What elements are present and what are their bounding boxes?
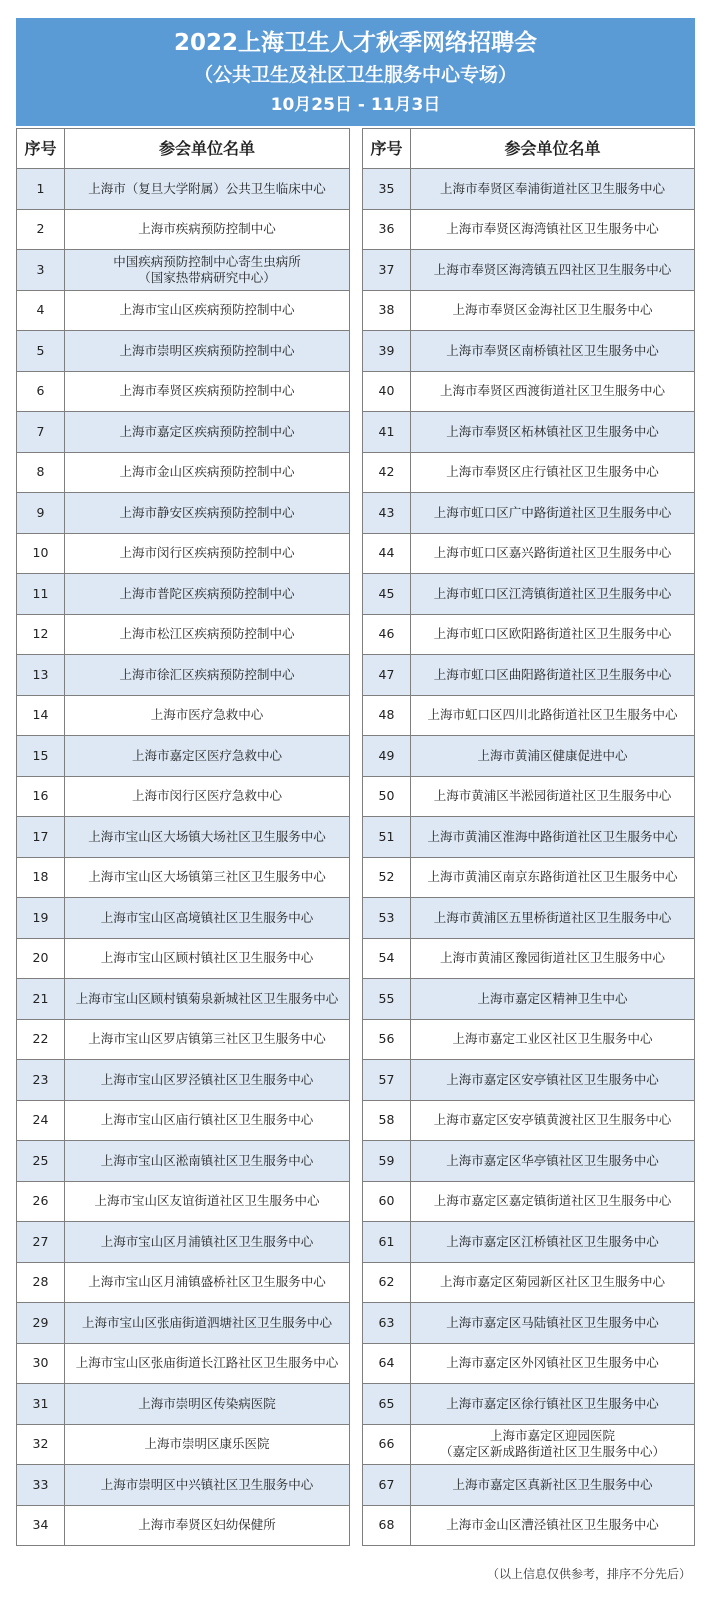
row-number: 48 (363, 695, 411, 736)
participants-table-left (16, 128, 350, 1546)
table-row (17, 533, 350, 574)
table-row (363, 1222, 695, 1263)
table-row (17, 1465, 350, 1506)
table-row (17, 655, 350, 696)
table-row (17, 290, 350, 331)
table-row (17, 1181, 350, 1222)
row-number: 45 (363, 574, 411, 615)
row-number: 16 (17, 776, 65, 817)
unit-name: 上海市嘉定区菊园新区社区卫生服务中心 (411, 1262, 695, 1303)
table-row (363, 1181, 695, 1222)
row-number: 43 (363, 493, 411, 534)
table-row (363, 493, 695, 534)
unit-name: 上海市嘉定工业区社区卫生服务中心 (411, 1019, 695, 1060)
unit-name: 上海市宝山区月浦镇社区卫生服务中心 (65, 1222, 350, 1263)
row-number: 20 (17, 938, 65, 979)
table-row (363, 979, 695, 1020)
unit-name: 中国疾病预防控制中心寄生虫病所 （国家热带病研究中心） (65, 250, 350, 291)
row-number: 6 (17, 371, 65, 412)
row-number: 52 (363, 857, 411, 898)
table-row (17, 1303, 350, 1344)
row-number: 3 (17, 250, 65, 291)
row-number: 59 (363, 1141, 411, 1182)
unit-name: 上海市奉贤区柘林镇社区卫生服务中心 (411, 412, 695, 453)
table-row (363, 776, 695, 817)
table-row (363, 1060, 695, 1101)
table-row (363, 574, 695, 615)
table-row (363, 250, 695, 291)
unit-name: 上海市嘉定区精神卫生中心 (411, 979, 695, 1020)
table-row (17, 1100, 350, 1141)
row-number: 49 (363, 736, 411, 777)
unit-name: 上海市宝山区高境镇社区卫生服务中心 (65, 898, 350, 939)
unit-name: 上海市虹口区广中路街道社区卫生服务中心 (411, 493, 695, 534)
unit-name: 上海市宝山区友谊街道社区卫生服务中心 (65, 1181, 350, 1222)
unit-name: 上海市闵行区医疗急救中心 (65, 776, 350, 817)
unit-name: 上海市宝山区张庙街道泗塘社区卫生服务中心 (65, 1303, 350, 1344)
table-row (17, 1384, 350, 1425)
participants-table-right (362, 128, 695, 1546)
row-number: 13 (17, 655, 65, 696)
table-row (363, 857, 695, 898)
page-title: 2022上海卫生人才秋季网络招聘会 (173, 30, 537, 56)
row-number: 22 (17, 1019, 65, 1060)
unit-name: 上海市嘉定区真新社区卫生服务中心 (411, 1465, 695, 1506)
row-number: 2 (17, 209, 65, 250)
row-number: 1 (17, 169, 65, 210)
unit-name: 上海市崇明区中兴镇社区卫生服务中心 (65, 1465, 350, 1506)
row-number: 14 (17, 695, 65, 736)
table-row (363, 817, 695, 858)
row-number: 21 (17, 979, 65, 1020)
unit-name: 上海市嘉定区安亭镇黄渡社区卫生服务中心 (411, 1100, 695, 1141)
table-row (17, 1424, 350, 1465)
unit-name: 上海市嘉定区马陆镇社区卫生服务中心 (411, 1303, 695, 1344)
table-row (17, 1060, 350, 1101)
row-number: 24 (17, 1100, 65, 1141)
header-banner (16, 18, 695, 126)
unit-name: 上海市嘉定区外冈镇社区卫生服务中心 (411, 1343, 695, 1384)
table-row (363, 1019, 695, 1060)
row-number: 44 (363, 533, 411, 574)
row-number: 66 (363, 1424, 411, 1465)
unit-name: 上海市奉贤区金海社区卫生服务中心 (411, 290, 695, 331)
row-number: 67 (363, 1465, 411, 1506)
unit-name: 上海市黄浦区淮海中路街道社区卫生服务中心 (411, 817, 695, 858)
unit-name: 上海市闵行区疾病预防控制中心 (65, 533, 350, 574)
unit-name: 上海市黄浦区健康促进中心 (411, 736, 695, 777)
table-row (17, 1222, 350, 1263)
row-number: 34 (17, 1505, 65, 1546)
row-number: 37 (363, 250, 411, 291)
row-number: 27 (17, 1222, 65, 1263)
column-header-unit: 参会单位名单 (65, 129, 350, 169)
row-number: 56 (363, 1019, 411, 1060)
unit-name: 上海市虹口区江湾镇街道社区卫生服务中心 (411, 574, 695, 615)
row-number: 39 (363, 331, 411, 372)
unit-name: 上海市宝山区大场镇大场社区卫生服务中心 (65, 817, 350, 858)
table-row (363, 938, 695, 979)
row-number: 46 (363, 614, 411, 655)
unit-name: 上海市崇明区疾病预防控制中心 (65, 331, 350, 372)
table-row (363, 614, 695, 655)
table-row (363, 1141, 695, 1182)
unit-name: 上海市虹口区欧阳路街道社区卫生服务中心 (411, 614, 695, 655)
unit-name: 上海市宝山区罗泾镇社区卫生服务中心 (65, 1060, 350, 1101)
table-row (17, 331, 350, 372)
unit-name: 上海市虹口区嘉兴路街道社区卫生服务中心 (411, 533, 695, 574)
unit-name: 上海市宝山区庙行镇社区卫生服务中心 (65, 1100, 350, 1141)
unit-name: 上海市奉贤区南桥镇社区卫生服务中心 (411, 331, 695, 372)
unit-name: 上海市虹口区四川北路街道社区卫生服务中心 (411, 695, 695, 736)
unit-name: 上海市奉贤区奉浦街道社区卫生服务中心 (411, 169, 695, 210)
table-row (17, 938, 350, 979)
table-row (17, 776, 350, 817)
unit-name: 上海市奉贤区疾病预防控制中心 (65, 371, 350, 412)
unit-name: 上海市奉贤区海湾镇社区卫生服务中心 (411, 209, 695, 250)
row-number: 42 (363, 452, 411, 493)
row-number: 10 (17, 533, 65, 574)
unit-name: 上海市宝山区顾村镇社区卫生服务中心 (65, 938, 350, 979)
row-number: 53 (363, 898, 411, 939)
row-number: 62 (363, 1262, 411, 1303)
table-row (363, 412, 695, 453)
row-number: 17 (17, 817, 65, 858)
unit-name: 上海市徐汇区疾病预防控制中心 (65, 655, 350, 696)
table-row (17, 493, 350, 534)
left-table-body (17, 169, 350, 1546)
unit-name: 上海市普陀区疾病预防控制中心 (65, 574, 350, 615)
row-number: 32 (17, 1424, 65, 1465)
row-number: 54 (363, 938, 411, 979)
unit-name: 上海市奉贤区妇幼保健所 (65, 1505, 350, 1546)
right-table-body (363, 169, 695, 1546)
unit-name: 上海市奉贤区庄行镇社区卫生服务中心 (411, 452, 695, 493)
table-row (363, 1465, 695, 1506)
row-number: 50 (363, 776, 411, 817)
unit-name: 上海市嘉定区江桥镇社区卫生服务中心 (411, 1222, 695, 1263)
table-row (363, 290, 695, 331)
row-number: 38 (363, 290, 411, 331)
row-number: 4 (17, 290, 65, 331)
unit-name: 上海市嘉定区安亭镇社区卫生服务中心 (411, 1060, 695, 1101)
row-number: 55 (363, 979, 411, 1020)
unit-name: 上海市黄浦区半淞园街道社区卫生服务中心 (411, 776, 695, 817)
unit-name: 上海市宝山区大场镇第三社区卫生服务中心 (65, 857, 350, 898)
unit-name: 上海市静安区疾病预防控制中心 (65, 493, 350, 534)
table-row (17, 371, 350, 412)
unit-name: 上海市宝山区月浦镇盛桥社区卫生服务中心 (65, 1262, 350, 1303)
table-row (363, 452, 695, 493)
row-number: 25 (17, 1141, 65, 1182)
row-number: 61 (363, 1222, 411, 1263)
unit-name: 上海市嘉定区嘉定镇街道社区卫生服务中心 (411, 1181, 695, 1222)
table-row (17, 1262, 350, 1303)
table-row (17, 1019, 350, 1060)
table-row (17, 1343, 350, 1384)
table-row (363, 331, 695, 372)
table-row (17, 574, 350, 615)
row-number: 47 (363, 655, 411, 696)
unit-name: 上海市奉贤区西渡街道社区卫生服务中心 (411, 371, 695, 412)
table-row (17, 979, 350, 1020)
row-number: 28 (17, 1262, 65, 1303)
table-row (17, 209, 350, 250)
unit-name: 上海市虹口区曲阳路街道社区卫生服务中心 (411, 655, 695, 696)
unit-name: 上海市（复旦大学附属）公共卫生临床中心 (65, 169, 350, 210)
row-number: 58 (363, 1100, 411, 1141)
table-row (17, 857, 350, 898)
table-header-row (17, 129, 350, 169)
row-number: 18 (17, 857, 65, 898)
table-row (17, 250, 350, 291)
unit-name: 上海市黄浦区豫园街道社区卫生服务中心 (411, 938, 695, 979)
row-number: 23 (17, 1060, 65, 1101)
row-number: 57 (363, 1060, 411, 1101)
unit-name: 上海市宝山区张庙街道长江路社区卫生服务中心 (65, 1343, 350, 1384)
column-header-unit: 参会单位名单 (411, 129, 695, 169)
table-row (17, 452, 350, 493)
row-number: 36 (363, 209, 411, 250)
page-subtitle: （公共卫生及社区卫生服务中心专场） (193, 64, 517, 86)
row-number: 5 (17, 331, 65, 372)
table-row (363, 736, 695, 777)
table-row (363, 169, 695, 210)
table-row (17, 614, 350, 655)
table-row (363, 1262, 695, 1303)
unit-name: 上海市嘉定区医疗急救中心 (65, 736, 350, 777)
unit-name: 上海市宝山区罗店镇第三社区卫生服务中心 (65, 1019, 350, 1060)
table-header-row (363, 129, 695, 169)
table-row (17, 169, 350, 210)
table-row (17, 412, 350, 453)
row-number: 15 (17, 736, 65, 777)
row-number: 35 (363, 169, 411, 210)
unit-name: 上海市医疗急救中心 (65, 695, 350, 736)
row-number: 60 (363, 1181, 411, 1222)
row-number: 11 (17, 574, 65, 615)
row-number: 68 (363, 1505, 411, 1546)
table-row (363, 533, 695, 574)
row-number: 30 (17, 1343, 65, 1384)
event-dates: 10月25日 - 11月3日 (270, 95, 441, 115)
table-row (363, 1303, 695, 1344)
table-row (363, 1505, 695, 1546)
table-row (17, 898, 350, 939)
row-number: 51 (363, 817, 411, 858)
row-number: 8 (17, 452, 65, 493)
unit-name: 上海市疾病预防控制中心 (65, 209, 350, 250)
row-number: 65 (363, 1384, 411, 1425)
table-row (17, 1141, 350, 1182)
column-header-number: 序号 (363, 129, 411, 169)
unit-name: 上海市崇明区康乐医院 (65, 1424, 350, 1465)
row-number: 40 (363, 371, 411, 412)
unit-name: 上海市松江区疾病预防控制中心 (65, 614, 350, 655)
table-row (17, 1505, 350, 1546)
footnote: （以上信息仅供参考，排序不分先后） (486, 1567, 691, 1581)
row-number: 29 (17, 1303, 65, 1344)
row-number: 9 (17, 493, 65, 534)
row-number: 33 (17, 1465, 65, 1506)
table-row (363, 655, 695, 696)
row-number: 31 (17, 1384, 65, 1425)
unit-name: 上海市金山区漕泾镇社区卫生服务中心 (411, 1505, 695, 1546)
table-row (17, 817, 350, 858)
unit-name: 上海市嘉定区徐行镇社区卫生服务中心 (411, 1384, 695, 1425)
unit-name: 上海市宝山区疾病预防控制中心 (65, 290, 350, 331)
table-row (363, 695, 695, 736)
row-number: 26 (17, 1181, 65, 1222)
table-row (17, 736, 350, 777)
row-number: 12 (17, 614, 65, 655)
unit-name: 上海市崇明区传染病医院 (65, 1384, 350, 1425)
row-number: 7 (17, 412, 65, 453)
unit-name: 上海市宝山区顾村镇菊泉新城社区卫生服务中心 (65, 979, 350, 1020)
table-row (363, 1384, 695, 1425)
table-row (363, 1100, 695, 1141)
row-number: 63 (363, 1303, 411, 1344)
unit-name: 上海市嘉定区疾病预防控制中心 (65, 412, 350, 453)
row-number: 64 (363, 1343, 411, 1384)
column-header-number: 序号 (17, 129, 65, 169)
table-row (363, 371, 695, 412)
table-row (17, 695, 350, 736)
unit-name: 上海市黄浦区南京东路街道社区卫生服务中心 (411, 857, 695, 898)
row-number: 41 (363, 412, 411, 453)
table-row (363, 898, 695, 939)
row-number: 19 (17, 898, 65, 939)
unit-name: 上海市黄浦区五里桥街道社区卫生服务中心 (411, 898, 695, 939)
unit-name: 上海市嘉定区华亭镇社区卫生服务中心 (411, 1141, 695, 1182)
unit-name: 上海市金山区疾病预防控制中心 (65, 452, 350, 493)
unit-name: 上海市宝山区淞南镇社区卫生服务中心 (65, 1141, 350, 1182)
table-row (363, 1343, 695, 1384)
table-row (363, 1424, 695, 1465)
unit-name: 上海市奉贤区海湾镇五四社区卫生服务中心 (411, 250, 695, 291)
unit-name: 上海市嘉定区迎园医院 （嘉定区新成路街道社区卫生服务中心） (411, 1424, 695, 1465)
table-row (363, 209, 695, 250)
